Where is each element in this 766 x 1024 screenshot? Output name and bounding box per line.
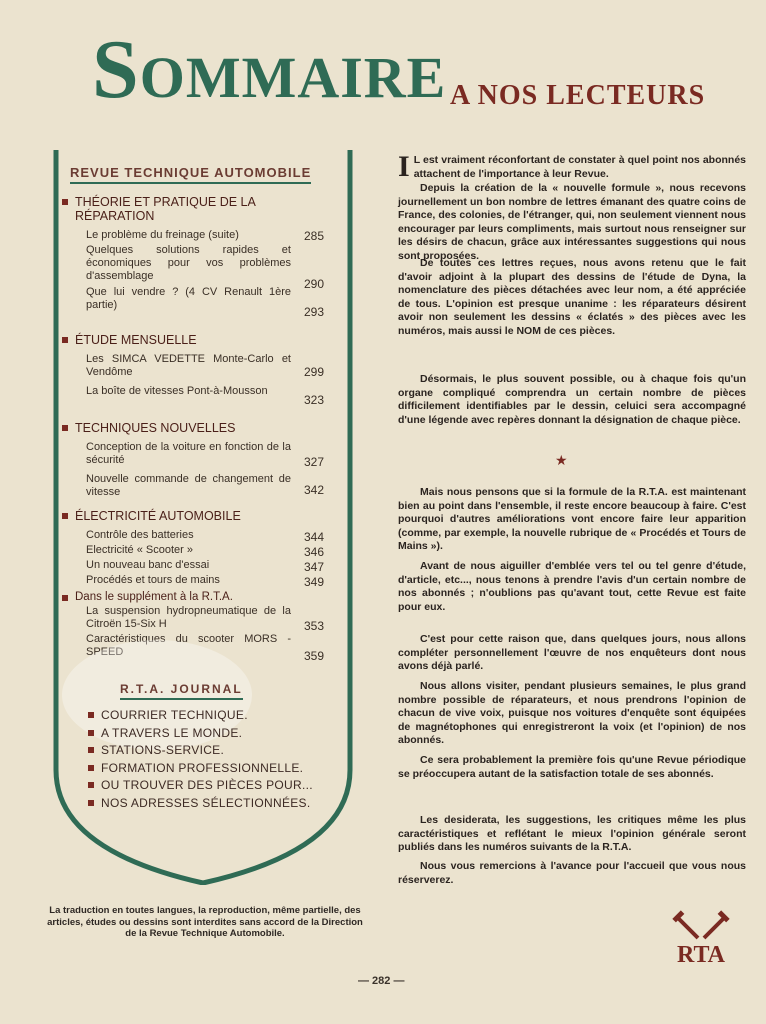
article-paragraph: Depuis la création de la « nouvelle formule », nous recevons journellement un bon nombre de lettres émanant des quatre coins de France, des colonies, de l'étranger, qui, non seulement viennent nous encourager par leurs compliments, mais surtout nous renseigner sur les désirs de chacun, grâce aux intéressantes suggestions qui nous sont proposées. bbox=[398, 182, 746, 262]
toc-section bbox=[62, 509, 332, 587]
square-bullet-icon bbox=[88, 800, 94, 806]
square-bullet-icon bbox=[88, 712, 94, 718]
square-bullet-icon bbox=[62, 425, 68, 431]
journal-list bbox=[88, 708, 313, 813]
toc-entry[interactable]: Les SIMCA VEDETTE Monte-Carlo et Vendôme bbox=[86, 353, 291, 378]
article-paragraph: I L est vraiment réconfortant de constater à quel point nos abonnés attachent de l'importance à leur Revue. bbox=[398, 150, 746, 183]
sommaire-title: SOMMAIRE bbox=[92, 23, 447, 116]
article-paragraph: Désormais, le plus souvent possible, ou à chaque fois qu'un organe compliqué comprendra un certain nombre de pièces difficilement identifiables par le dessin, celuici sera accompagné d'une légende avec repères donnant la désignation de chaque pièce. bbox=[398, 373, 746, 426]
toc-section bbox=[62, 421, 332, 499]
article-paragraph: Ce sera probablement la première fois qu'une Revue périodique se préoccupera autant de la satisfaction totale de ses abonnés. bbox=[398, 754, 746, 780]
page-ref: 290 bbox=[304, 277, 325, 291]
page-ref: 293 bbox=[304, 305, 325, 319]
toc-entry[interactable]: Electricité « Scooter » bbox=[86, 544, 193, 556]
section-heading[interactable]: ÉTUDE MENSUELLE bbox=[75, 333, 197, 347]
toc-entry[interactable]: Quelques solutions rapides et économiques pour vos problèmes d'assemblage bbox=[86, 244, 291, 282]
page-ref: 349 bbox=[304, 575, 325, 589]
article-paragraph: Nous vous remercions à l'avance pour l'accueil que vous nous réserverez. bbox=[398, 860, 746, 886]
page-ref: 299 bbox=[304, 365, 325, 379]
square-bullet-icon bbox=[88, 747, 94, 753]
page-number: — 282 — bbox=[358, 975, 405, 987]
section-heading[interactable]: Dans le supplément à la R.T.A. bbox=[75, 591, 233, 603]
journal-item[interactable]: FORMATION PROFESSIONNELLE. bbox=[88, 761, 313, 779]
square-bullet-icon bbox=[88, 782, 94, 788]
toc-entry[interactable]: Contrôle des batteries bbox=[86, 529, 194, 541]
article-paragraph: Mais nous pensons que si la formule de la R.T.A. est maintenant bien au point dans l'ensemble, il reste encore beaucoup à faire. C'est pourquoi d'autres améliorations vont encore faire leur apparition (comme, par exemple, la nouvelle rubrique de « Procédés et Tours de Mains »). bbox=[398, 486, 746, 552]
rta-journal-label: R.T.A. JOURNAL bbox=[120, 682, 243, 700]
journal-item[interactable]: OU TROUVER DES PIÈCES POUR... bbox=[88, 778, 313, 796]
page-ref: 342 bbox=[304, 483, 325, 497]
page-ref: 344 bbox=[304, 530, 325, 544]
square-bullet-icon bbox=[62, 199, 68, 205]
logo-text: RTA bbox=[676, 942, 726, 968]
toc-entry[interactable]: Un nouveau banc d'essai bbox=[86, 559, 210, 571]
journal-item[interactable]: STATIONS-SERVICE. bbox=[88, 743, 313, 761]
toc-entry[interactable]: La suspension hydropneumatique de la Citroën 15-Six H bbox=[86, 605, 291, 630]
page-ref: 346 bbox=[304, 545, 325, 559]
star-separator-icon: ★ bbox=[555, 452, 568, 468]
article-paragraph: Avant de nous aiguiller d'emblée vers tel ou tel genre d'étude, d'article, etc..., nous tenons à prendre l'avis d'un certain nombre de nos abonnés ; n'oublions pas qu'avant tout, cette Revue est faite pour eux. bbox=[398, 560, 746, 613]
section-heading[interactable]: ÉLECTRICITÉ AUTOMOBILE bbox=[75, 509, 241, 523]
square-bullet-icon bbox=[62, 513, 68, 519]
article-paragraph: Les desiderata, les suggestions, les critiques même les plus caractéristiques et reflétant le mieux l'opinion générale seront publiés dans les numéros suivants de la R.T.A. bbox=[398, 814, 746, 853]
revue-label: REVUE TECHNIQUE AUTOMOBILE bbox=[70, 165, 311, 184]
toc-section bbox=[62, 333, 332, 407]
toc-entry[interactable]: Que lui vendre ? (4 CV Renault 1ère partie) bbox=[86, 286, 291, 311]
square-bullet-icon bbox=[62, 337, 68, 343]
toc-entry[interactable]: Le problème du freinage (suite) bbox=[86, 229, 239, 241]
journal-item[interactable]: A TRAVERS LE MONDE. bbox=[88, 726, 313, 744]
page-ref: 323 bbox=[304, 393, 325, 407]
rta-logo bbox=[670, 910, 732, 977]
toc-entry[interactable]: Conception de la voiture en fonction de la sécurité bbox=[86, 441, 291, 466]
toc-entry[interactable]: La boîte de vitesses Pont-à-Mousson bbox=[86, 385, 268, 397]
section-heading[interactable]: TECHNIQUES NOUVELLES bbox=[75, 421, 236, 435]
section-heading[interactable]: THÉORIE ET PRATIQUE DE LA RÉPARATION bbox=[75, 195, 256, 223]
article-title: A NOS LECTEURS bbox=[450, 80, 706, 111]
article-paragraph: Nous allons visiter, pendant plusieurs semaines, le plus grand nombre possible de réparateurs, et nous prendrons l'opinion de chacun de vive voix, puisque nos voitures d'enquête sont équipées de magnétophones qui enregistreront la voix (et l'opinion) de nos abonnés. bbox=[398, 680, 746, 746]
page-ref: 359 bbox=[304, 649, 325, 663]
journal-item[interactable]: NOS ADRESSES SÉLECTIONNÉES. bbox=[88, 796, 313, 814]
copyright-notice: La traduction en toutes langues, la reproduction, même partielle, des articles, études ou dessins sont interdites sans accord de la Direction de la Revue Technique Automobile. bbox=[47, 905, 363, 939]
drop-cap: I bbox=[398, 150, 410, 183]
page-ref: 285 bbox=[304, 229, 325, 243]
page-ref: 347 bbox=[304, 560, 325, 574]
square-bullet-icon bbox=[88, 765, 94, 771]
page-ref: 327 bbox=[304, 455, 325, 469]
toc-entry[interactable]: Nouvelle commande de changement de vitesse bbox=[86, 473, 291, 498]
square-bullet-icon bbox=[88, 730, 94, 736]
toc-entry[interactable]: Procédés et tours de mains bbox=[86, 574, 220, 586]
article-paragraph: C'est pour cette raison que, dans quelques jours, nous allons compléter personnellement l'œuvre de nos enquêteurs dont nous avons déjà parlé. bbox=[398, 633, 746, 672]
article-paragraph: De toutes ces lettres reçues, nous avons retenu que le fait d'avoir adjoint à la plupart des dessins de l'étude de Dyna, la nomenclature des pièces détachées avec leur nom, a été appréciée de tous. L'opinion est presque unanime : les réparateurs désirent avoir non seulement les dessins « éclatés » des pièces avec les numéros, mais aussi le NOM de ces pièces. bbox=[398, 257, 746, 337]
toc-entry[interactable]: Caractéristiques du scooter MORS - SPEED bbox=[86, 633, 291, 658]
journal-item[interactable]: COURRIER TECHNIQUE. bbox=[88, 708, 313, 726]
square-bullet-icon bbox=[62, 595, 68, 601]
toc-section bbox=[62, 195, 332, 319]
page-ref: 353 bbox=[304, 619, 325, 633]
